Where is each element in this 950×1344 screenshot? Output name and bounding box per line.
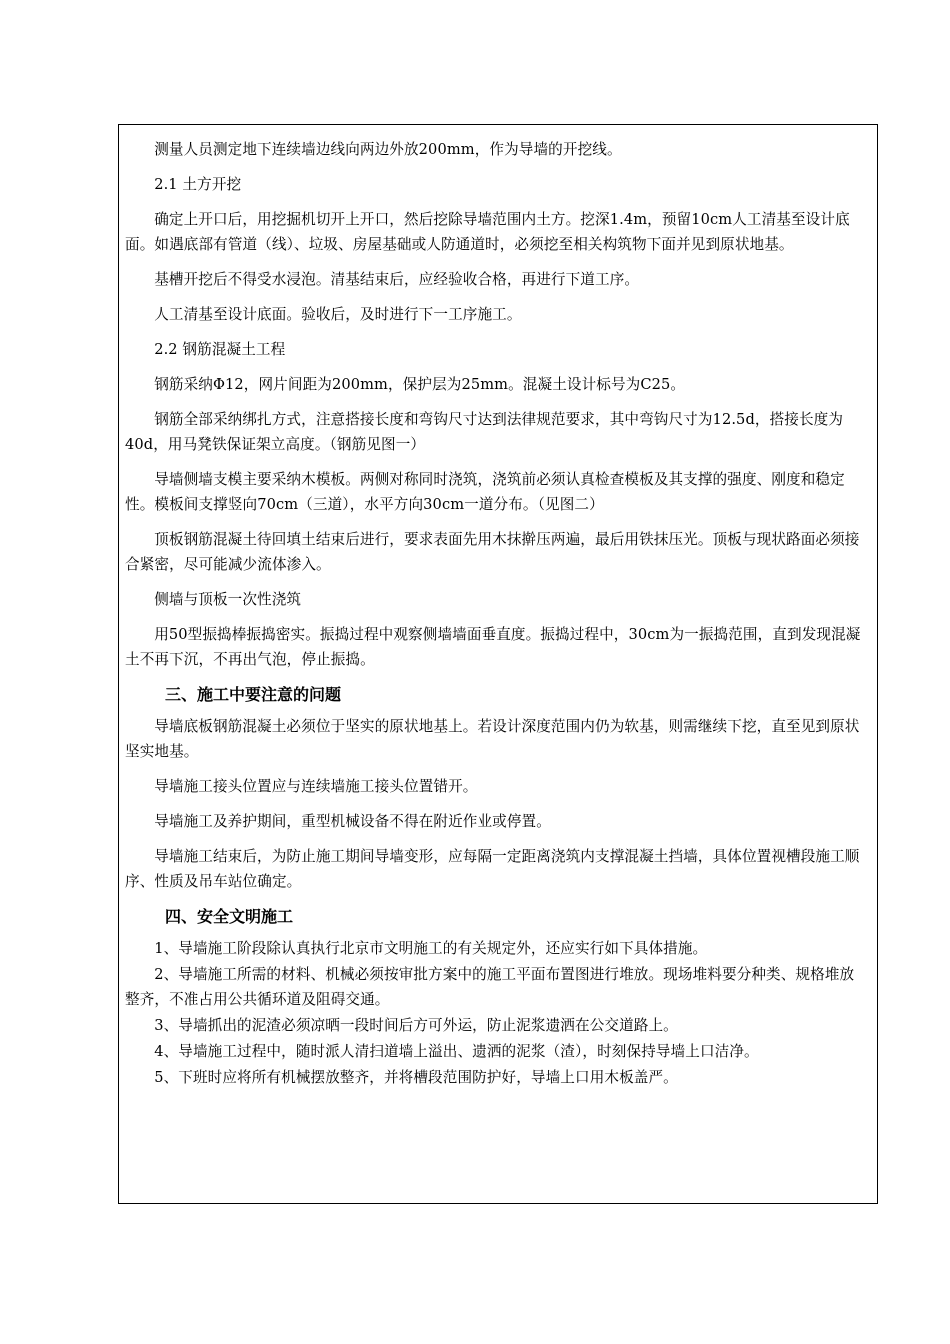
content-frame [118,124,878,1204]
section-heading-4: 四、安全文明施工 [165,907,294,926]
paragraph: 导墙施工及养护期间，重型机械设备不得在附近作业或停置。 [154,813,551,830]
paragraph: 钢筋全部采纳绑扎方式，注意搭接长度和弯钩尺寸达到法律规范要求，其中弯钩尺寸为12.5d，搭接长度为40d，用马凳铁保证架立高度。（钢筋见图一） [125,411,844,453]
paragraph: 基槽开挖后不得受水浸泡。清基结束后，应经验收合格，再进行下道工序。 [154,271,640,288]
subheading-2-2: 2.2 钢筋混凝土工程 [154,341,286,358]
list-item: 3、导墙抓出的泥渣必须凉晒一段时间后方可外运，防止泥浆遗洒在公交道路上。 [154,1017,678,1034]
paragraph: 人工清基至设计底面。验收后，及时进行下一工序施工。 [154,306,522,323]
list-item: 1、导墙施工阶段除认真执行北京市文明施工的有关规定外，还应实行如下具体措施。 [154,940,708,957]
list-item: 4、导墙施工过程中，随时派人清扫道墙上溢出、遗洒的泥浆（渣），时刻保持导墙上口洁净。 [154,1043,759,1060]
paragraph: 钢筋采纳Φ12，网片间距为200mm，保护层为25mm。混凝土设计标号为C25。 [154,376,686,393]
paragraph: 导墙施工结束后，为防止施工期间导墙变形，应每隔一定距离浇筑内支撑混凝土挡墙，具体位置视槽段施工顺序、性质及吊车站位确定。 [125,848,860,890]
subheading-2-1: 2.1 土方开挖 [154,176,242,193]
paragraph: 测量人员测定地下连续墙边线向两边外放200mm，作为导墙的开挖线。 [154,141,622,158]
list-item: 5、下班时应将所有机械摆放整齐，并将槽段范围防护好，导墙上口用木板盖严。 [154,1069,678,1086]
paragraph: 顶板钢筋混凝土待回填土结束后进行，要求表面先用木抹擀压两遍，最后用铁抹压光。顶板与现状路面必须接合紧密，尽可能减少流体渗入。 [125,531,860,573]
paragraph: 用50型振捣棒振捣密实。振捣过程中观察侧墙墙面垂直度。振捣过程中，30cm为一振捣范围，直到发现混凝土不再下沉，不再出气泡，停止振捣。 [125,626,861,668]
section-heading-3: 三、施工中要注意的问题 [165,685,342,704]
list-item: 2、导墙施工所需的材料、机械必须按审批方案中的施工平面布置图进行堆放。现场堆料要分种类、规格堆放整齐，不准占用公共循环道及阻碍交通。 [125,966,855,1008]
paragraph: 确定上开口后，用挖掘机切开上开口，然后挖除导墙范围内土方。挖深1.4m，预留10cm人工清基至设计底面。如遇底部有管道（线）、垃圾、房屋基础或人防通道时，必须挖至相关构筑物下面并见到原状地基。 [125,211,850,253]
paragraph: 导墙施工接头位置应与连续墙施工接头位置错开。 [154,778,478,795]
paragraph: 侧墙与顶板一次性浇筑 [154,591,302,608]
paragraph: 导墙侧墙支模主要采纳木模板。两侧对称同时浇筑，浇筑前必须认真检查模板及其支撑的强度、刚度和稳定性。模板间支撑竖向70cm（三道），水平方向30cm一道分布。（见图二） [125,471,845,513]
paragraph: 导墙底板钢筋混凝土必须位于坚实的原状地基上。若设计深度范围内仍为软基，则需继续下挖，直至见到原状坚实地基。 [125,718,860,760]
